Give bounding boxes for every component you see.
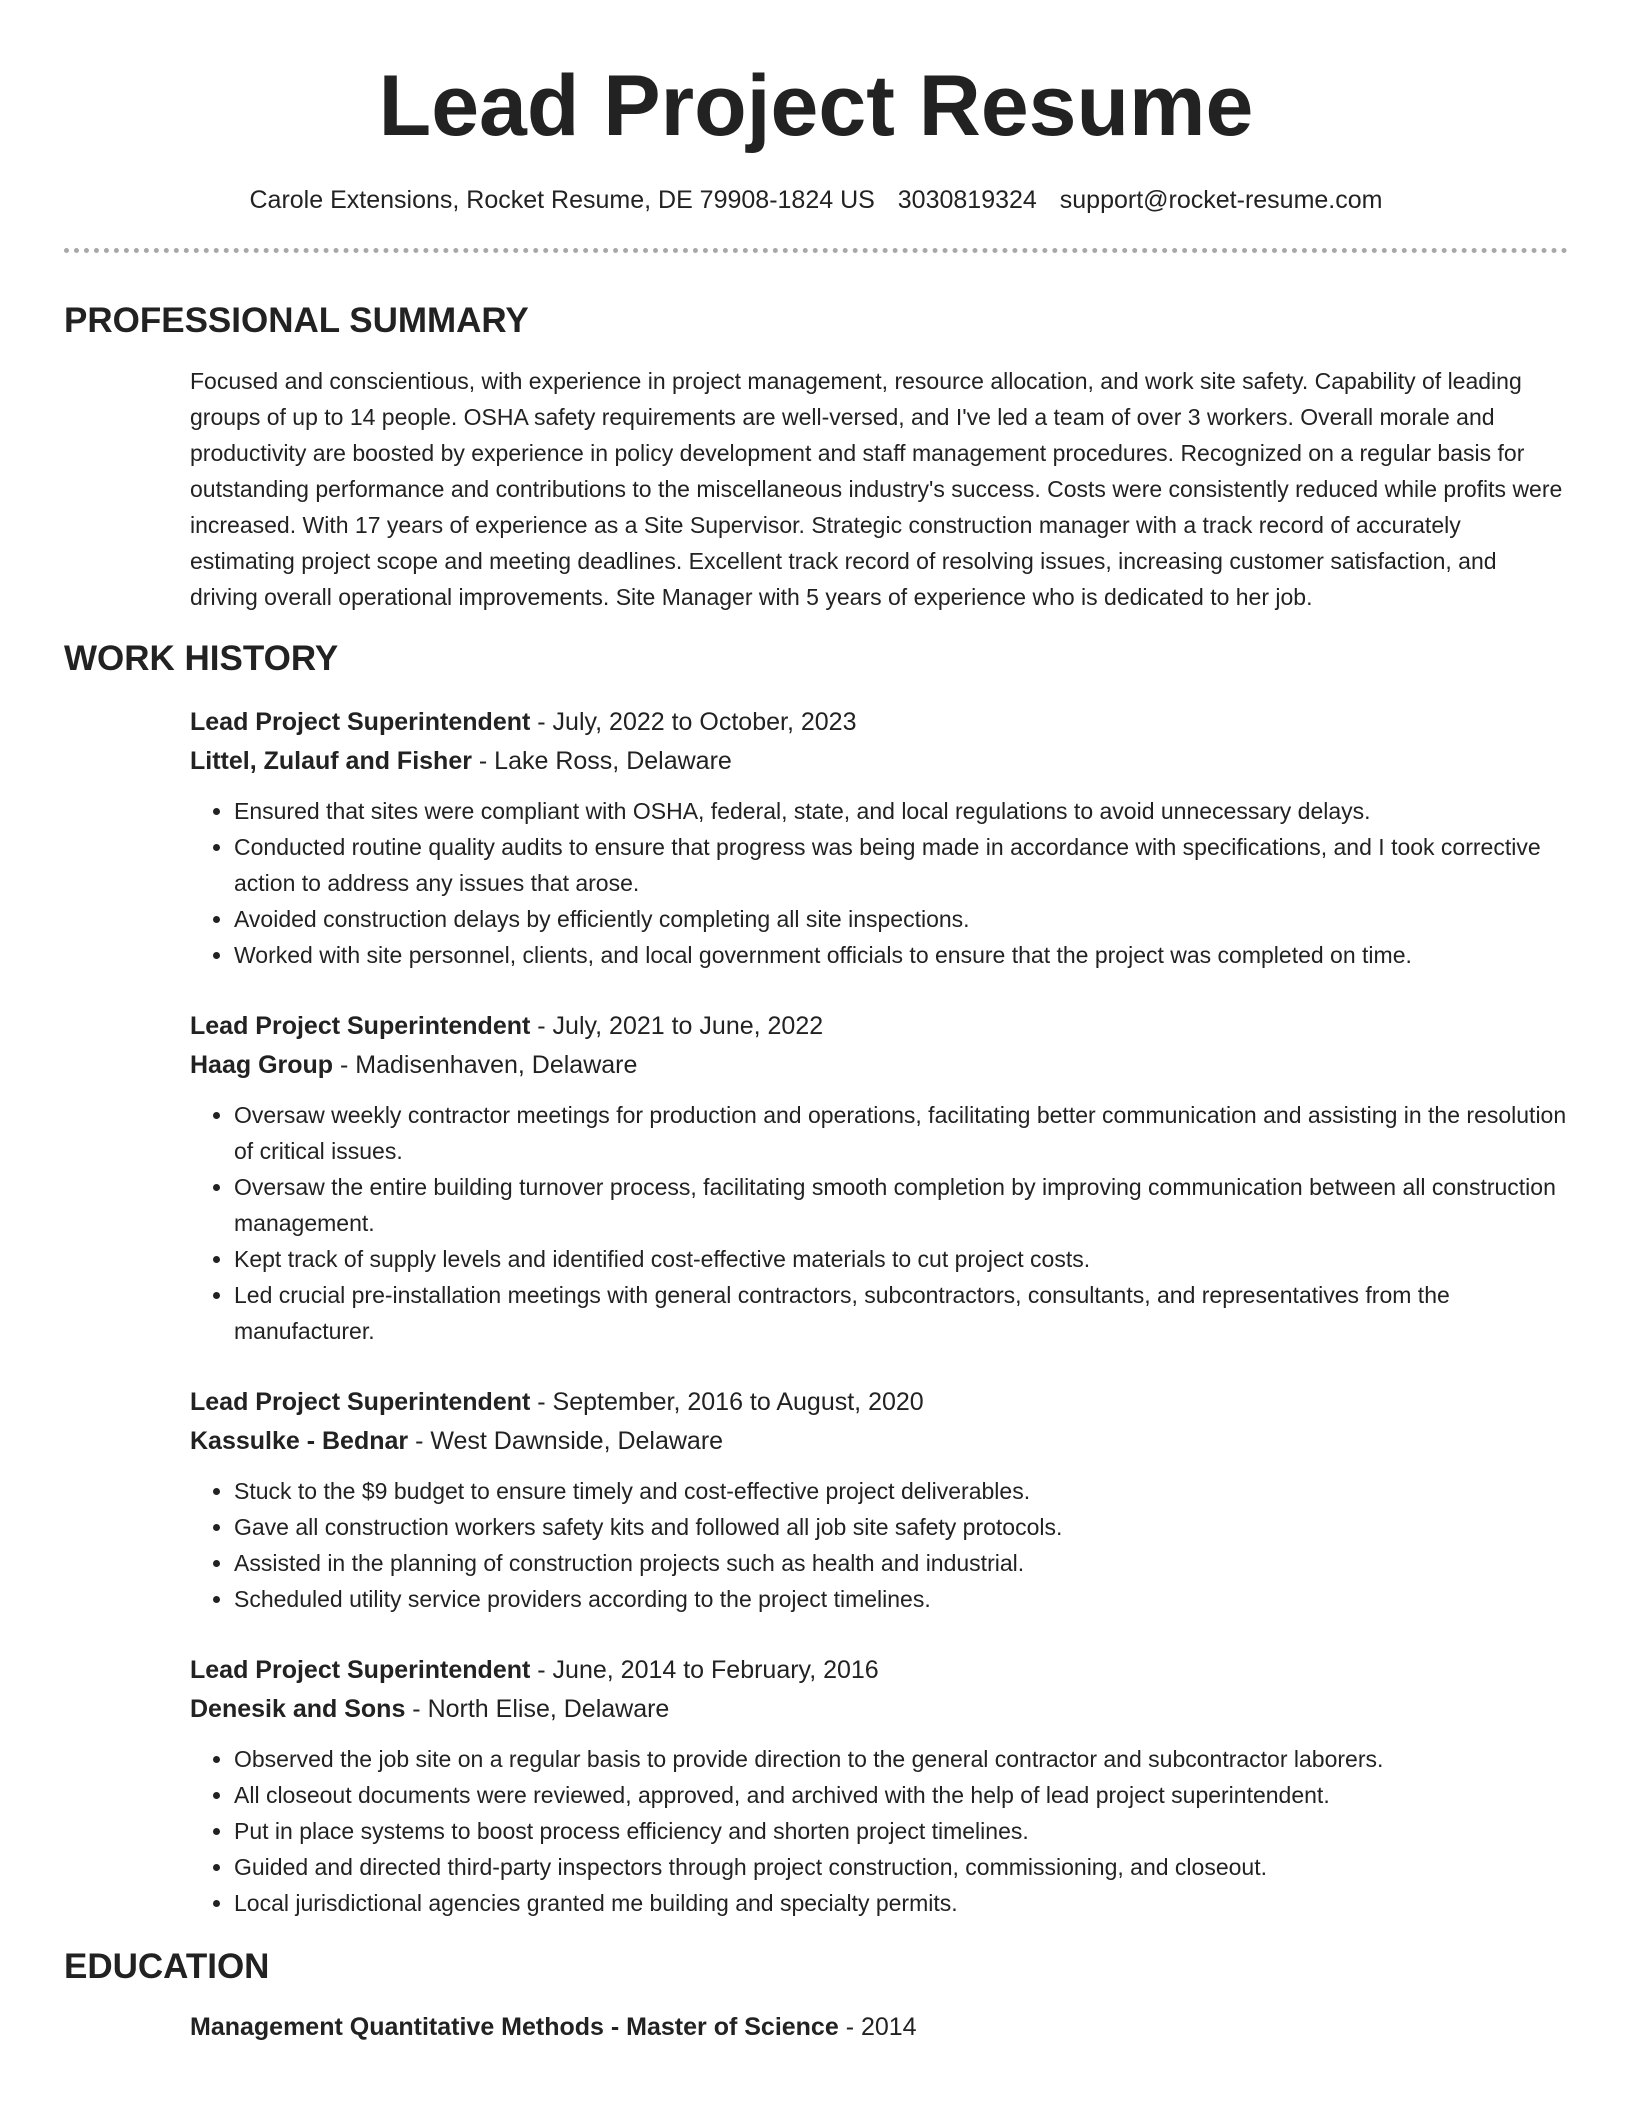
job-entry <box>190 1651 1568 1921</box>
job-company: Haag Group <box>190 1051 334 1079</box>
list-item: • Put in place systems to boost process efficiency and shorten project timelines. <box>234 1813 1568 1849</box>
job-company-line <box>190 742 1568 781</box>
job-dates: - July, 2022 to October, 2023 <box>530 708 857 736</box>
list-item: • Conducted routine quality audits to ensure that progress was being made in accordance with specifications, and I took corrective action to address any issues that arose. <box>234 829 1568 901</box>
list-item: • Oversaw the entire building turnover process, facilitating smooth completion by improving communication between all construction management. <box>234 1169 1568 1241</box>
header-divider <box>64 248 1568 253</box>
list-item: • Assisted in the planning of construction projects such as health and industrial. <box>234 1545 1568 1581</box>
job-title-line <box>190 1007 1568 1046</box>
education-heading: EDUCATION <box>64 1947 270 1986</box>
list-item: • Kept track of supply levels and identified cost-effective materials to cut project costs. <box>234 1241 1568 1277</box>
contact-phone: 3030819324 <box>897 186 1037 214</box>
job-title-line <box>190 703 1568 742</box>
job-title-line <box>190 1651 1568 1690</box>
list-item: • Avoided construction delays by efficiently completing all site inspections. <box>234 901 1568 937</box>
job-location: - Lake Ross, Delaware <box>471 747 732 775</box>
contact-address: Carole Extensions, Rocket Resume, DE 79908-1824 US <box>249 186 875 214</box>
job-company: Kassulke - Bednar <box>190 1427 409 1455</box>
list-item: • All closeout documents were reviewed, approved, and archived with the help of lead project superintendent. <box>234 1777 1568 1813</box>
job-entry <box>190 1383 1568 1617</box>
education-year: - 2014 <box>838 2013 917 2041</box>
list-item: • Observed the job site on a regular basis to provide direction to the general contractor and subcontractor laborers. <box>234 1741 1568 1777</box>
list-item: • Worked with site personnel, clients, and local government officials to ensure that the project was completed on time. <box>234 937 1568 973</box>
education-entry <box>190 2009 1568 2045</box>
job-location: - Madisenhaven, Delaware <box>333 1051 638 1079</box>
job-entry <box>190 703 1568 973</box>
job-bullet-list <box>190 1097 1568 1349</box>
job-company-line <box>190 1046 1568 1085</box>
job-entry <box>190 1007 1568 1349</box>
job-title-line <box>190 1383 1568 1422</box>
job-title: Lead Project Superintendent <box>190 1388 531 1416</box>
job-company: Denesik and Sons <box>190 1695 406 1723</box>
resume-title: Lead Project Resume <box>378 58 1254 154</box>
job-title: Lead Project Superintendent <box>190 1012 531 1040</box>
summary-heading: PROFESSIONAL SUMMARY <box>64 301 529 340</box>
job-bullet-list <box>190 1741 1568 1921</box>
summary-text: Focused and conscientious, with experience in project management, resource allocation, and work site safety. Capability of leading groups of up to 14 people. OSHA safety requirements are well-versed, and I've led a team of over 3 workers. Overall morale and productivity are boosted by experience in policy development and staff management procedures. Recognized on a regular basis for outstanding performance and contributions to the miscellaneous industry's success. Costs were consistently reduced while profits were increased. With 17 years of experience as a Site Supervisor. Strategic construction manager with a track record of accurately estimating project scope and meeting deadlines. Excellent track record of resolving issues, increasing customer satisfaction, and driving overall operational improvements. Site Manager with 5 years of experience who is dedicated to her job. <box>190 368 1563 610</box>
list-item: • Oversaw weekly contractor meetings for production and operations, facilitating better communication and assisting in the resolution of critical issues. <box>234 1097 1568 1169</box>
job-location: - West Dawnside, Delaware <box>408 1427 724 1455</box>
contact-email: support@rocket-resume.com <box>1059 186 1383 214</box>
job-title: Lead Project Superintendent <box>190 1656 531 1684</box>
list-item: • Local jurisdictional agencies granted me building and specialty permits. <box>234 1885 1568 1921</box>
job-bullet-list <box>190 1473 1568 1617</box>
list-item: • Scheduled utility service providers according to the project timelines. <box>234 1581 1568 1617</box>
job-bullet-list <box>190 793 1568 973</box>
job-dates: - June, 2014 to February, 2016 <box>530 1656 879 1684</box>
job-company-line <box>190 1422 1568 1461</box>
list-item: • Led crucial pre-installation meetings with general contractors, subcontractors, consultants, and representatives from the manufacturer. <box>234 1277 1568 1349</box>
work-history-heading: WORK HISTORY <box>64 639 339 678</box>
job-title: Lead Project Superintendent <box>190 708 531 736</box>
list-item: • Guided and directed third-party inspectors through project construction, commissioning, and closeout. <box>234 1849 1568 1885</box>
job-location: - North Elise, Delaware <box>405 1695 670 1723</box>
list-item: • Stuck to the $9 budget to ensure timely and cost-effective project deliverables. <box>234 1473 1568 1509</box>
job-company-line <box>190 1690 1568 1729</box>
job-dates: - September, 2016 to August, 2020 <box>530 1388 924 1416</box>
contact-line <box>64 184 1568 216</box>
job-company: Littel, Zulauf and Fisher <box>190 747 472 775</box>
job-dates: - July, 2021 to June, 2022 <box>530 1012 824 1040</box>
list-item: • Gave all construction workers safety kits and followed all job site safety protocols. <box>234 1509 1568 1545</box>
list-item: • Ensured that sites were compliant with OSHA, federal, state, and local regulations to avoid unnecessary delays. <box>234 793 1568 829</box>
education-degree: Management Quantitative Methods - Master of Science <box>190 2013 839 2041</box>
